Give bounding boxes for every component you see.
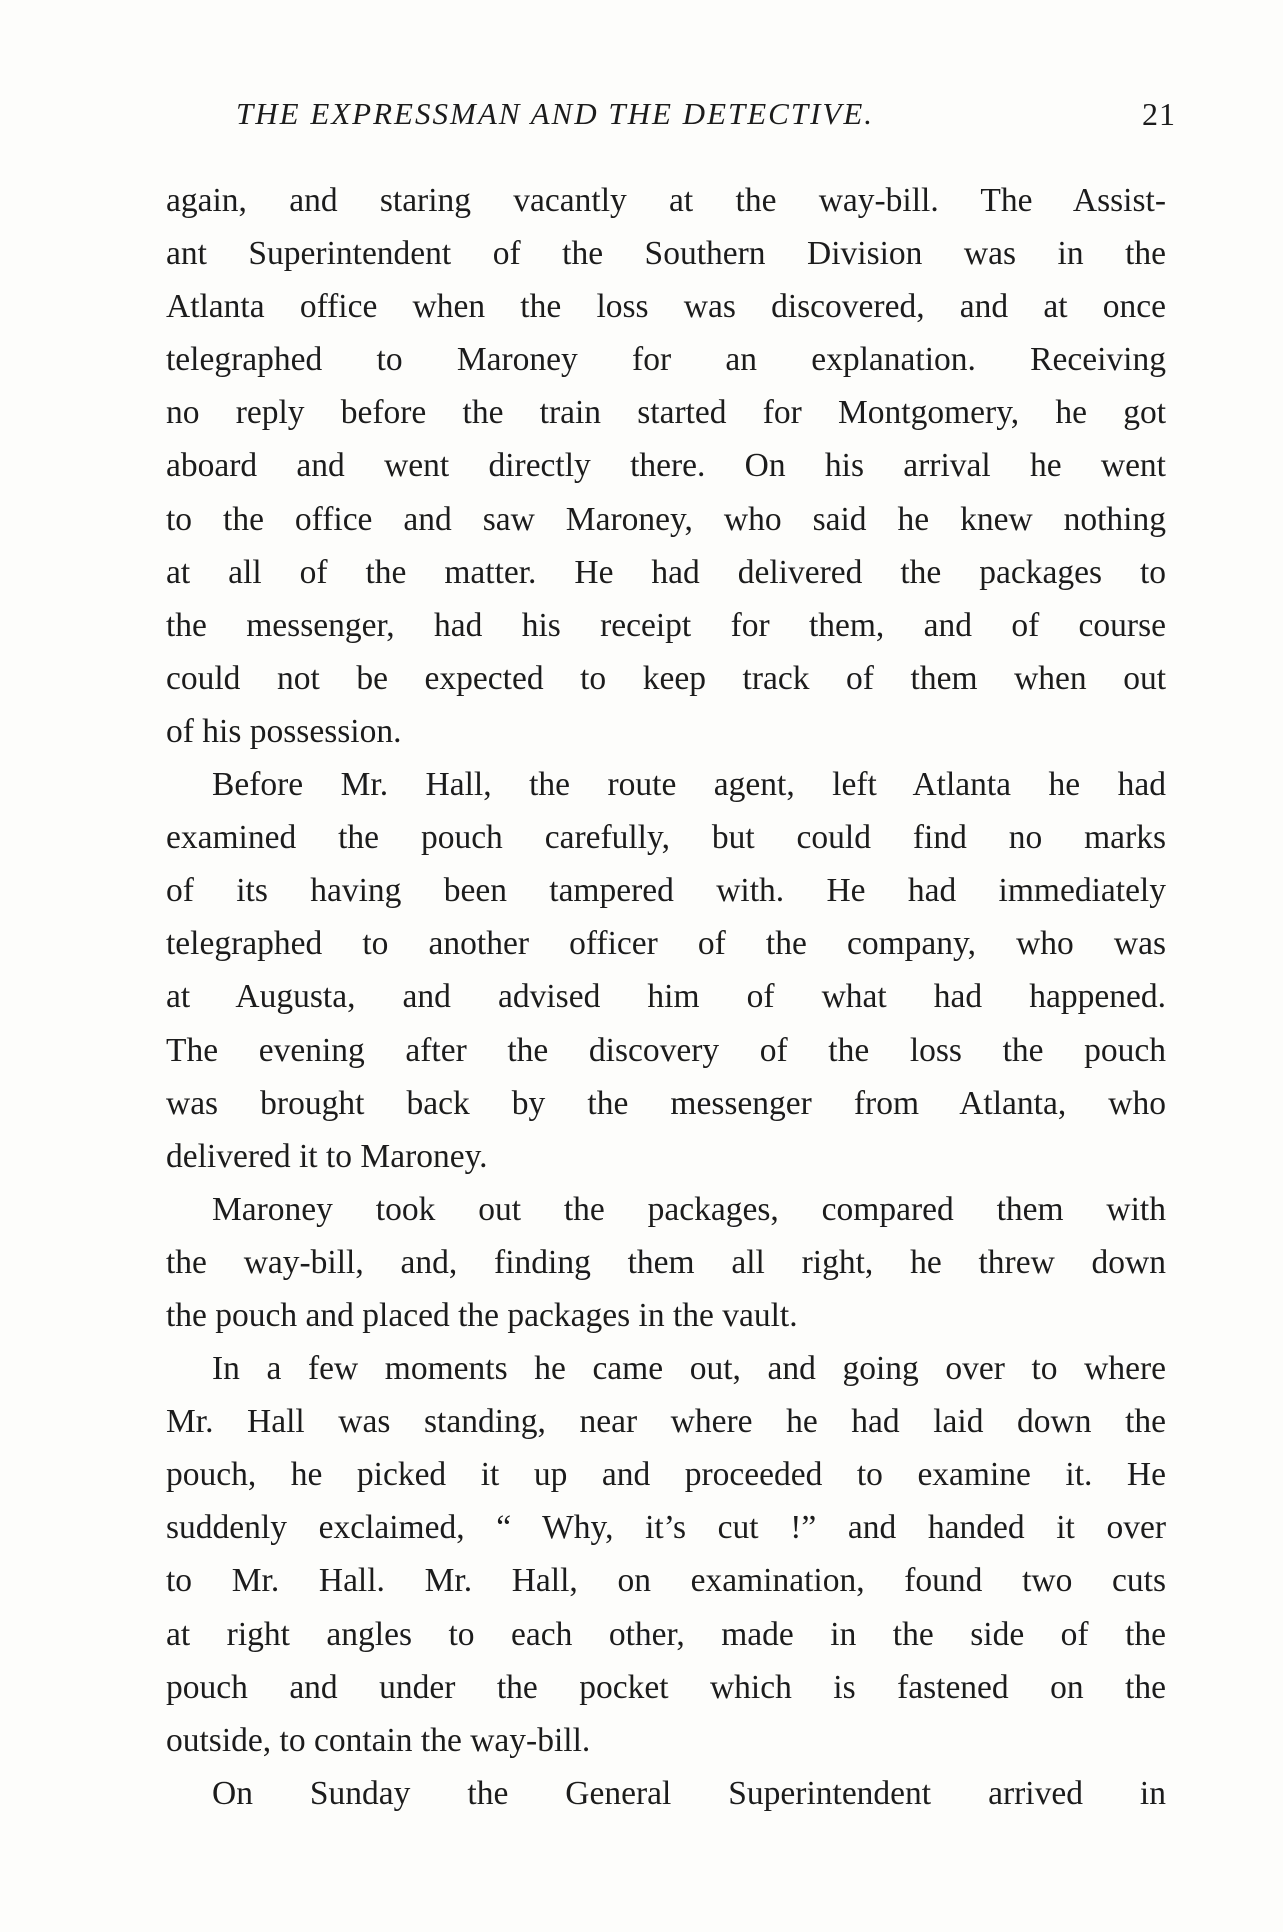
text-line: The evening after the discovery of the loss the pouch [166, 1031, 1166, 1069]
text-line: delivered it to Maroney. [166, 1137, 488, 1175]
running-head [236, 96, 1176, 136]
text-line: of its having been tampered with. He had immediately [166, 872, 1166, 910]
text-line: was brought back by the messenger from Atlanta, who [166, 1084, 1166, 1122]
text-line: Atlanta office when the loss was discovered, and at once [166, 288, 1166, 326]
text-line: the pouch and placed the packages in the vault. [166, 1296, 798, 1334]
paragraph-5 [166, 1767, 1166, 1820]
text-line: Before Mr. Hall, the route agent, left Atlanta he had [212, 766, 1166, 804]
text-line: to the office and saw Maroney, who said he knew nothing [166, 500, 1166, 538]
text-line: pouch, he picked it up and proceeded to examine it. He [166, 1456, 1166, 1494]
text-line: examined the pouch carefully, but could find no marks [166, 819, 1166, 857]
running-title: THE EXPRESSMAN AND THE DETECTIVE. [236, 96, 875, 131]
text-line: telegraphed to Maroney for an explanation. Receiving [166, 341, 1166, 379]
text-line: On Sunday the General Superintendent arrived in [212, 1774, 1166, 1812]
text-line: Maroney took out the packages, compared them with [212, 1190, 1166, 1228]
text-line: again, and staring vacantly at the way-bill. The Assist- [166, 182, 1166, 219]
text-line: In a few moments he came out, and going over to where [212, 1350, 1166, 1388]
text-line: no reply before the train started for Montgomery, he got [166, 394, 1166, 432]
text-line: to Mr. Hall. Mr. Hall, on examination, found two cuts [166, 1562, 1166, 1600]
page-number: 21 [1142, 96, 1176, 132]
body-text [166, 174, 1166, 1820]
text-line: pouch and under the pocket which is fastened on the [166, 1668, 1166, 1706]
text-line: the way-bill, and, finding them all right, he threw down [166, 1243, 1166, 1281]
paragraph-1 [166, 174, 1166, 758]
paragraph-4 [166, 1342, 1166, 1767]
text-line: telegraphed to another officer of the company, who was [166, 925, 1166, 963]
text-line: ant Superintendent of the Southern Division was in the [166, 235, 1166, 273]
text-line: could not be expected to keep track of them when out [166, 659, 1166, 697]
paragraph-3 [166, 1183, 1166, 1342]
text-line: at right angles to each other, made in the side of the [166, 1615, 1166, 1653]
text-line: aboard and went directly there. On his arrival he went [166, 447, 1166, 485]
text-line: suddenly exclaimed, “ Why, it’s cut !” and handed it over [166, 1509, 1166, 1547]
text-line: the messenger, had his receipt for them, and of course [166, 606, 1166, 644]
text-line: Mr. Hall was standing, near where he had laid down the [166, 1403, 1166, 1441]
text-line: of his possession. [166, 712, 402, 750]
text-line: outside, to contain the way-bill. [166, 1721, 591, 1759]
text-line: at Augusta, and advised him of what had happened. [166, 978, 1166, 1016]
text-line: at all of the matter. He had delivered the packages to [166, 553, 1166, 591]
paragraph-2 [166, 758, 1166, 1183]
